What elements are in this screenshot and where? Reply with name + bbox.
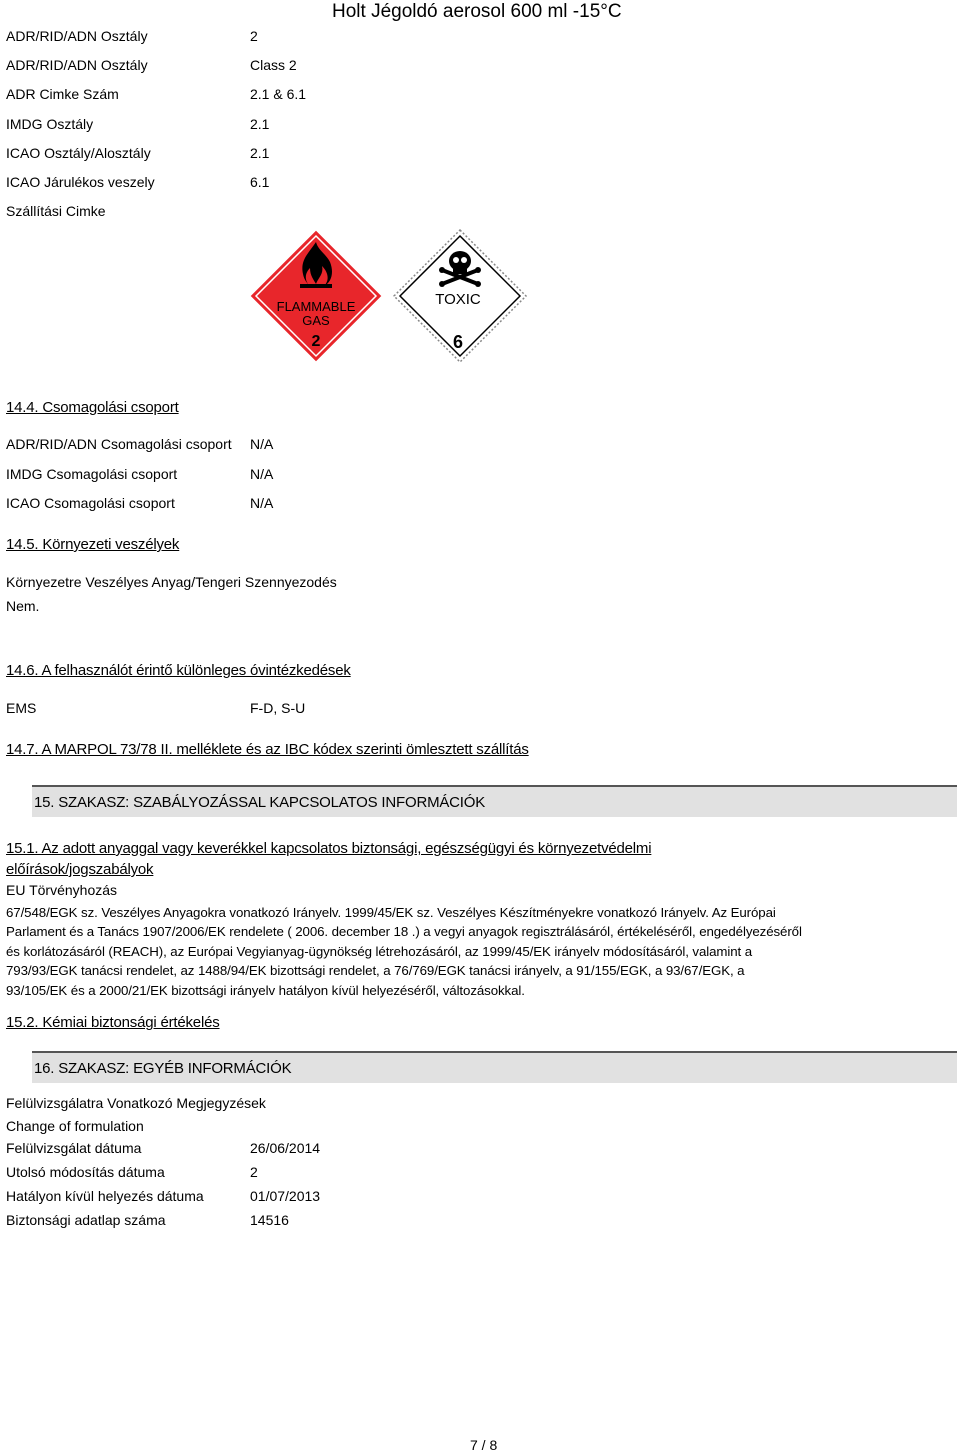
transport-label: ICAO Osztály/Alosztály xyxy=(6,145,151,161)
section-14-7-heading: 14.7. A MARPOL 73/78 II. melléklete és az IBC kódex szerinti ömlesztett szállítás xyxy=(6,741,529,758)
transport-label: IMDG Osztály xyxy=(6,116,94,132)
section-14-5-heading: 14.5. Környezeti veszélyek xyxy=(6,536,180,553)
transport-label: ADR Cimke Szám xyxy=(6,86,119,102)
packing-group-label: ICAO Csomagolási csoport xyxy=(6,495,175,511)
regulation-line: 93/105/EK és a 2000/21/EK bizottsági irányelv hatályon kívül helyezéséről, változásokkal. xyxy=(6,983,525,998)
packing-group-label: ADR/RID/ADN Csomagolási csoport xyxy=(6,436,232,452)
transport-value: 2.1 xyxy=(250,145,270,161)
last-modified-label: Utolsó módosítás dátuma xyxy=(6,1164,165,1180)
section-14-4-heading: 14.4. Csomagolási csoport xyxy=(6,399,179,416)
document-title: Holt Jégoldó aerosol 600 ml -15°C xyxy=(332,1,622,22)
packing-group-label: IMDG Csomagolási csoport xyxy=(6,466,178,482)
transport-value: Class 2 xyxy=(250,57,297,73)
shipping-label-title: Szállítási Cimke xyxy=(6,203,106,219)
page-number: 7 / 8 xyxy=(470,1437,498,1453)
review-notes-title: Felülvizsgálatra Vonatkozó Megjegyzések xyxy=(6,1095,266,1111)
transport-label: ADR/RID/ADN Osztály xyxy=(6,28,148,44)
section-16-title: 16. SZAKASZ: EGYÉB INFORMÁCIÓK xyxy=(34,1060,292,1077)
eu-legislation-label: EU Törvényhozás xyxy=(6,882,118,898)
supersedes-date-value: 01/07/2013 xyxy=(250,1188,321,1204)
transport-value: 2.1 xyxy=(250,116,270,132)
regulation-line: és korlátozásáról (REACH), az Európai Vegyianyag-ügynökség létrehozásáról, az 1999/45/EK irányelv módosításáról, valamint a xyxy=(6,944,753,959)
ems-label: EMS xyxy=(6,700,37,716)
environmental-hazard-value: Nem. xyxy=(6,598,40,614)
flammable-label-number: 2 xyxy=(311,333,321,350)
toxic-label-icon xyxy=(392,228,528,364)
revision-date-value: 26/06/2014 xyxy=(250,1140,321,1156)
flammable-gas-label-icon xyxy=(248,228,384,364)
supersedes-date-label: Hatályon kívül helyezés dátuma xyxy=(6,1188,204,1204)
section-15-1-heading-line2: előírások/jogszabályok xyxy=(6,861,154,878)
last-modified-value: 2 xyxy=(250,1164,258,1180)
flammable-label-line2: GAS xyxy=(302,313,330,328)
section-16-band xyxy=(32,1051,957,1083)
packing-group-value: N/A xyxy=(250,466,274,482)
flammable-label-line1: FLAMMABLE xyxy=(276,299,356,314)
section-15-band xyxy=(32,785,957,817)
change-line: Change of formulation xyxy=(6,1118,144,1134)
section-15-title: 15. SZAKASZ: SZABÁLYOZÁSSAL KAPCSOLATOS INFORMÁCIÓK xyxy=(34,794,486,811)
packing-group-value: N/A xyxy=(250,495,274,511)
transport-value: 6.1 xyxy=(250,174,270,190)
regulation-line: Parlament és a Tanács 1907/2006/EK rendelete ( 2006. december 18 .) a vegyi anyagok regisztrálásáról, értékeléséről, engedélyezéséről xyxy=(6,924,802,939)
packing-group-value: N/A xyxy=(250,436,274,452)
toxic-label-text: TOXIC xyxy=(435,291,481,308)
section-15-2-heading: 15.2. Kémiai biztonsági értékelés xyxy=(6,1014,220,1031)
revision-date-label: Felülvizsgálat dátuma xyxy=(6,1140,142,1156)
transport-label: ADR/RID/ADN Osztály xyxy=(6,57,148,73)
transport-value: 2.1 & 6.1 xyxy=(250,86,307,102)
regulation-line: 67/548/EGK sz. Veszélyes Anyagokra vonatkozó Irányelv. 1999/45/EK sz. Veszélyes Készítményekre vonatkozó Irányelv. Az Európai xyxy=(6,905,776,920)
environmental-hazard-label: Környezetre Veszélyes Anyag/Tengeri Szennyezodés xyxy=(6,574,337,590)
sds-number-value: 14516 xyxy=(250,1212,289,1228)
section-15-1-heading-line1: 15.1. Az adott anyaggal vagy keverékkel kapcsolatos biztonsági, egészségügyi és környezetvédelmi xyxy=(6,840,652,857)
regulation-line: 793/93/EGK tanácsi rendelet, az 1488/94/EK bizottsági rendelet, a 76/769/EGK tanácsi irányelv, a 91/155/EGK, a 93/67/EGK, a xyxy=(6,963,745,978)
ems-value: F-D, S-U xyxy=(250,700,306,716)
transport-label: ICAO Járulékos veszely xyxy=(6,174,155,190)
transport-value: 2 xyxy=(250,28,258,44)
toxic-label-number: 6 xyxy=(452,332,464,352)
section-14-6-heading: 14.6. A felhasználót érintő különleges óvintézkedések xyxy=(6,662,351,679)
sds-number-label: Biztonsági adatlap száma xyxy=(6,1212,166,1228)
